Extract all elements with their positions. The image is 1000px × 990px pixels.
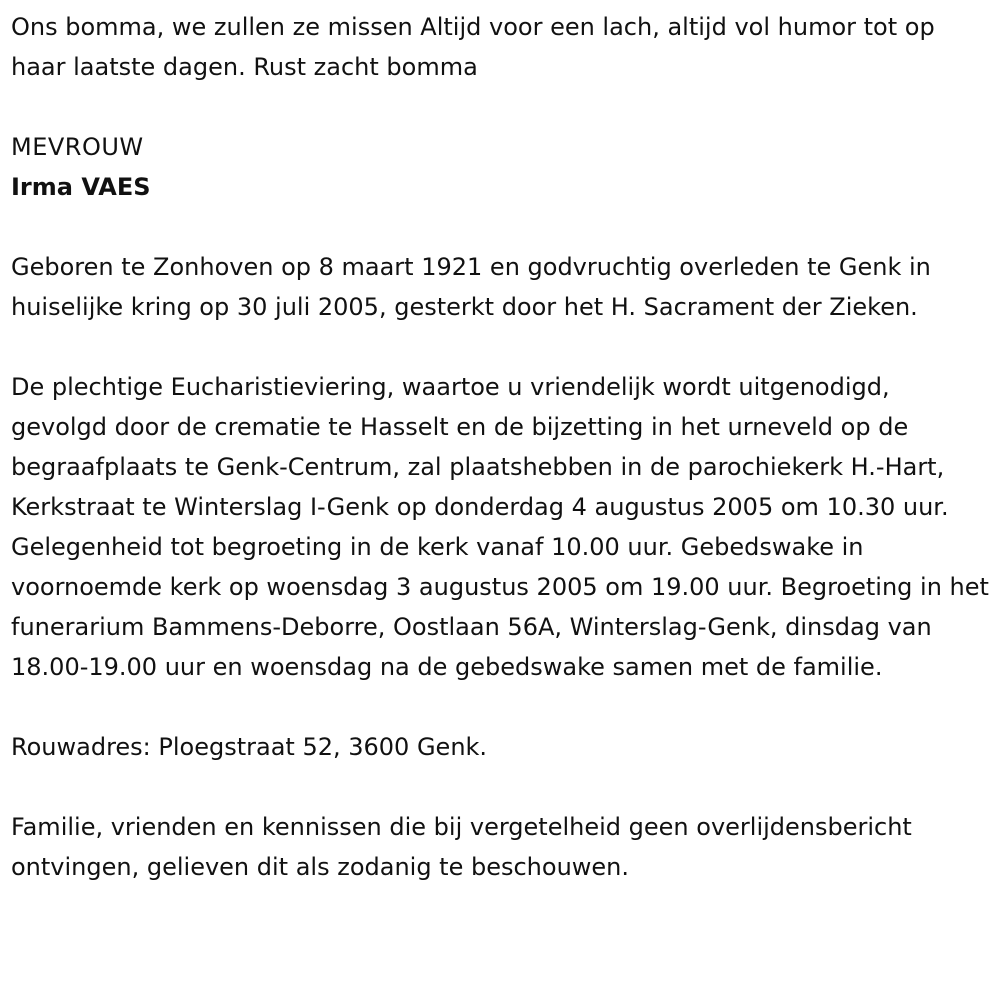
spacer: [11, 687, 992, 727]
spacer: [11, 327, 992, 367]
deceased-name: Irma VAES: [11, 173, 151, 201]
intro-text: Ons bomma, we zullen ze missen Altijd voor een lach, altijd vol humor tot op haar laatste dagen. Rust zacht bomma: [11, 13, 935, 81]
spacer: [11, 207, 992, 247]
salutation: MEVROUW: [11, 133, 144, 161]
spacer: [11, 87, 992, 127]
closing-paragraph: Familie, vrienden en kennissen die bij vergetelheid geen overlijdensbericht ontvingen, gelieven dit als zodanig te beschouwen.: [11, 813, 912, 881]
mourning-address: Rouwadres: Ploegstraat 52, 3600 Genk.: [11, 733, 488, 761]
birth-death-paragraph: Geboren te Zonhoven op 8 maart 1921 en godvruchtig overleden te Genk in huiselijke kring op 30 juli 2005, gesterkt door het H. Sacrament der Zieken.: [11, 253, 931, 321]
ceremony-paragraph: De plechtige Eucharistieviering, waartoe u vriendelijk wordt uitgenodigd, gevolgd door de crematie te Hasselt en de bijzetting in het urneveld op de begraafplaats te Genk-Centrum, zal plaatshebben in de parochiekerk H.-Hart, Kerkstraat te Winterslag I-Genk op donderdag 4 augustus 2005 om 10.30 uur. Gelegenheid tot begroeting in de kerk vanaf 10.00 uur. Gebedswake in voornoemde kerk op woensdag 3 augustus 2005 om 19.00 uur. Begroeting in het funerarium Bammens-Deborre, Oostlaan 56A, Winterslag-Genk, dinsdag van 18.00-19.00 uur en woensdag na de gebedswake samen met de familie.: [11, 373, 989, 681]
spacer: [11, 767, 992, 807]
